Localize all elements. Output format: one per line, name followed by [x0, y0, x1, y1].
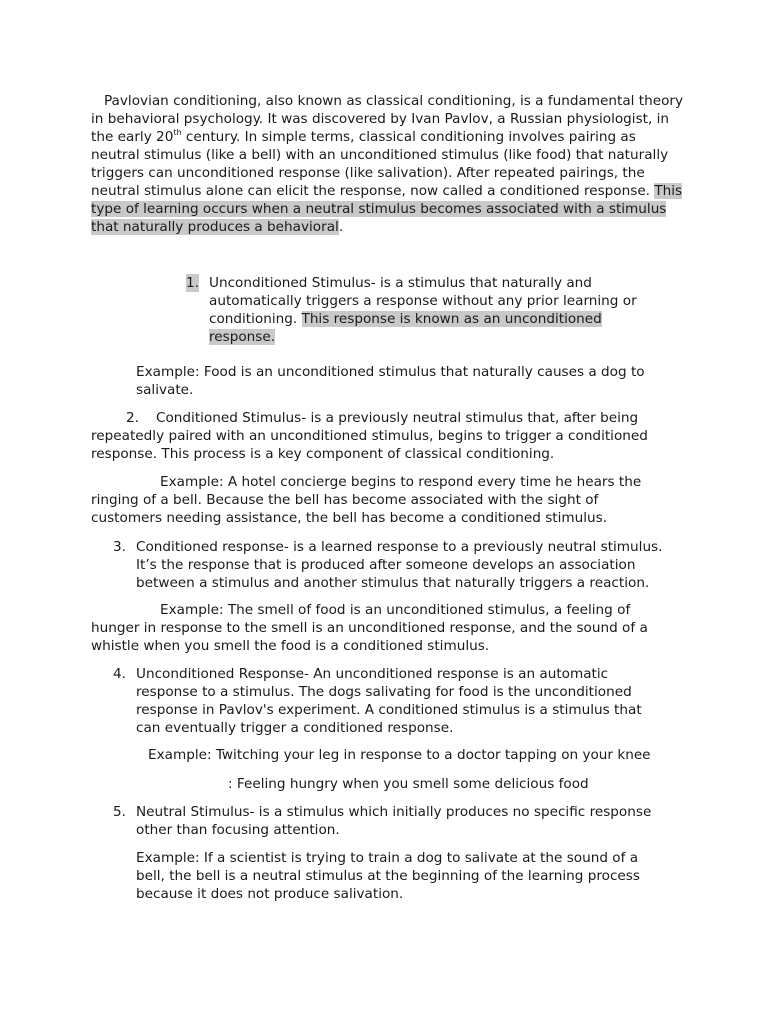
item5-text: Neutral Stimulus- is a stimulus which initially produces no specific response other than focusing attention.: [136, 804, 652, 838]
intro-text-part1: Pavlovian conditioning, also known as classical conditioning, is a fundamental theory in behavioral psychology. It was discovered by Ivan Pavlov, a Russian physiologist, in the early 20: [91, 93, 688, 145]
intro-paragraph: [91, 92, 686, 236]
intro-text-part2: century. In simple terms, classical conditioning involves pairing as neutral stimulus (like a bell) with an unconditioned stimulus (like food) that naturally triggers can unconditioned response (like salivation). After repeated pairings, the neutral stimulus alone can elicit the response, now called a conditioned response.: [91, 129, 669, 199]
intro-superscript: th: [173, 128, 182, 137]
list-number-5: 5.: [113, 804, 126, 820]
list-item-neutral-stimulus: [136, 803, 666, 839]
example-1: Example: Food is an unconditioned stimulus that naturally causes a dog to salivate.: [136, 364, 645, 398]
example-4b: : Feeling hungry when you smell some delicious food: [228, 776, 589, 792]
list-number-2: 2.: [126, 410, 139, 426]
list-item-unconditioned-response: [136, 665, 661, 737]
item1-text: Unconditioned Stimulus- is a stimulus that naturally and automatically triggers a response without any prior learning or conditioning.: [209, 275, 637, 327]
example-3: Example: The smell of food is an unconditioned stimulus, a feeling of hunger in response to the smell is an unconditioned response, and the sound of a whistle when you smell the food is a conditioned stimulus.: [91, 602, 648, 654]
list-item-conditioned-stimulus: [91, 409, 673, 463]
list-item-conditioned-response: [136, 538, 681, 592]
intro-highlight: This type of learning occurs when a neutral stimulus becomes associated with a stimulus that naturally produces a behavioral: [91, 183, 683, 235]
item1-highlight: This response is known as an unconditioned response.: [209, 311, 602, 345]
list-item-unconditioned-stimulus: [209, 274, 659, 346]
list-number-3: 3.: [113, 539, 126, 555]
list-number-1: 1.: [186, 275, 199, 291]
item3-text: Conditioned response- is a learned response to a previously neutral stimulus. It’s the response that is produced after someone develops an association between a stimulus and another stimulus that naturally triggers a reaction.: [136, 539, 663, 591]
item4-text: Unconditioned Response- An unconditioned response is an automatic response to a stimulus. The dogs salivating for food is the unconditioned response in Pavlov's experiment. A conditioned stimulus is a stimulus that can eventually trigger a conditioned response.: [136, 666, 642, 736]
intro-end: .: [338, 219, 344, 235]
item2-text: Conditioned Stimulus- is a previously neutral stimulus that, after being repeatedly paired with an unconditioned stimulus, begins to trigger a conditioned response. This process is a key component of classical conditioning.: [91, 410, 648, 462]
example-4a: Example: Twitching your leg in response to a doctor tapping on your knee: [148, 747, 651, 763]
example-5: Example: If a scientist is trying to train a dog to salivate at the sound of a bell, the bell is a neutral stimulus at the beginning of the learning process because it does not produce salivation.: [136, 850, 640, 902]
example-2: Example: A hotel concierge begins to respond every time he hears the ringing of a bell. Because the bell has become associated with the sight of customers needing assistance, the bell has become a conditioned stimulus.: [91, 474, 642, 526]
list-number-4: 4.: [113, 666, 126, 682]
